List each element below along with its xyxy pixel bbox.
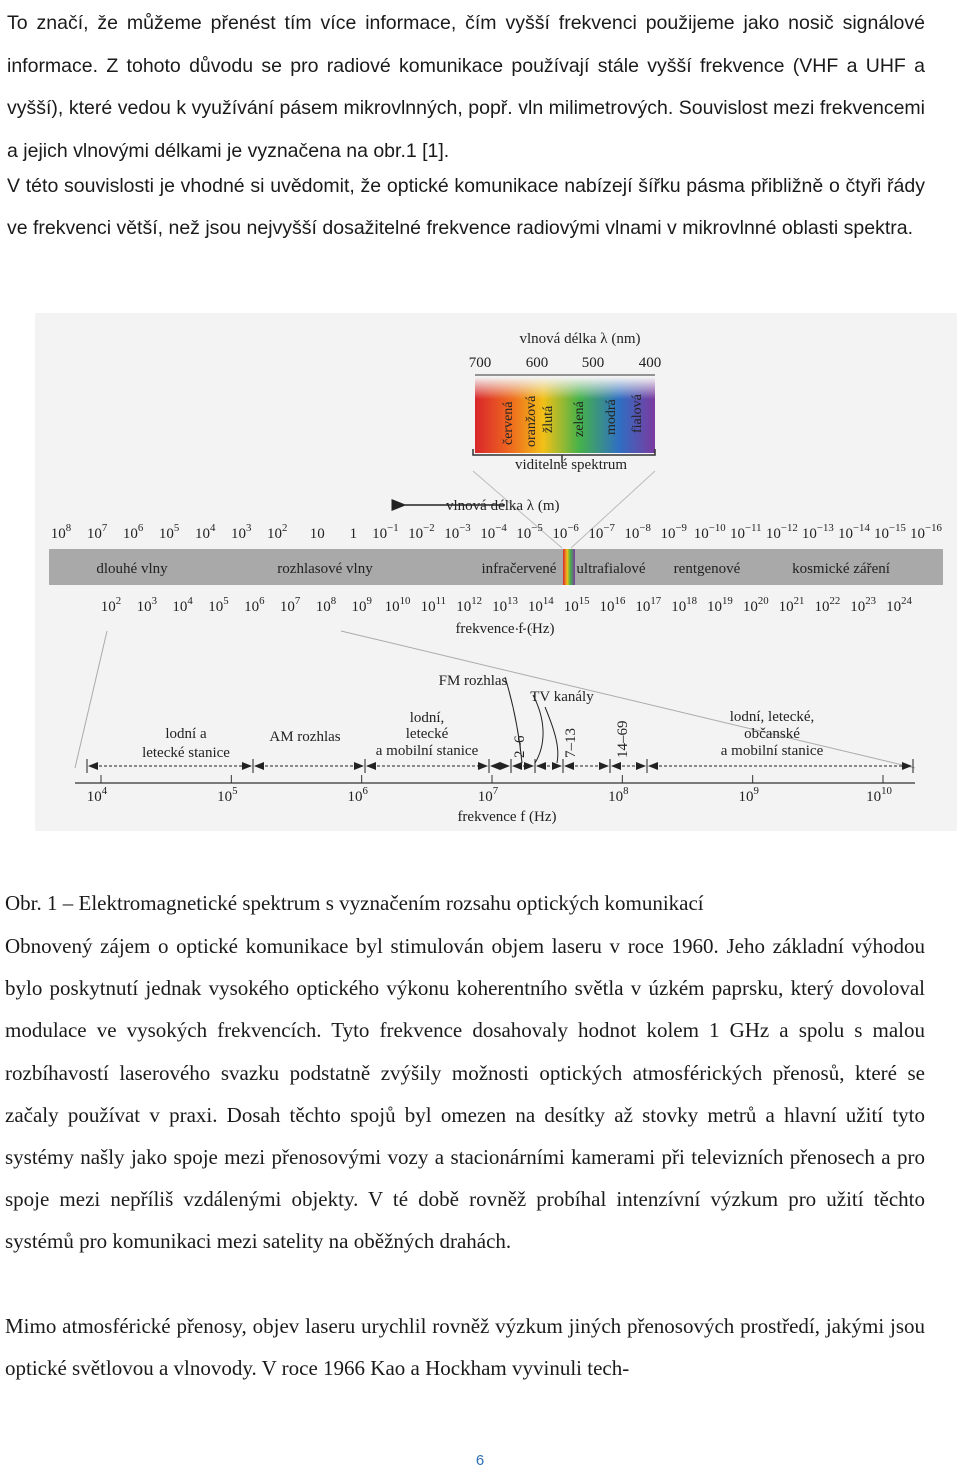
frequency-tick-label: $10^{16}$	[599, 595, 626, 615]
spectrum-diagram	[35, 313, 957, 831]
wavelength-tick-label: $10^8$	[50, 522, 72, 542]
color-label-violet: fialová	[630, 394, 645, 433]
radio-range-arrows	[87, 759, 913, 773]
radio-axis-title: frekvence f (Hz)	[457, 809, 557, 825]
spectrum-figure	[35, 313, 957, 831]
visible-title: vlnová délka λ (nm)	[519, 331, 641, 347]
frequency-tick-label: $10^{24}$	[886, 595, 912, 615]
frequency-tick-label: $10^{19}$	[707, 595, 733, 615]
color-label-green: zelená	[572, 401, 587, 437]
frequency-tick-label: $10^{21}$	[778, 595, 805, 615]
band-infrared: infračervené	[481, 561, 557, 577]
frequency-tick-label: $10^{23}$	[850, 595, 877, 615]
wavelength-tick-label: $10^6$	[122, 522, 144, 542]
wavelength-tick-label: $10^{-16}$	[910, 522, 942, 542]
wavelength-tick-label: $10^{-4}$	[480, 522, 507, 542]
wavelength-tick-label: $10^{-8}$	[624, 522, 651, 542]
radio-frequency-tick-label: $10^6$	[347, 785, 368, 805]
frequency-tick-label: $10^9$	[351, 595, 372, 615]
wavelength-tick-label: $10^4$	[194, 522, 216, 542]
service-right-3: a mobilní stanice	[720, 743, 824, 759]
wavelength-ticks	[51, 522, 943, 542]
frequency-tick-label: $10^6$	[244, 595, 265, 615]
waveguide-paragraph: Mimo atmosférické přenosy, objev laseru urychlil rovněž výzkum jiných přenosových prostředí, jakými jsou optické světlovou a vlnovody. V roce 1966 Kao a Hockham vyvinuli tech-	[5, 1314, 925, 1381]
wavelength-tick-label: $10^{-3}$	[444, 522, 471, 542]
radio-frequency-tick-label: $10^9$	[738, 785, 759, 805]
tv-channels-14-69: 14–69	[615, 720, 631, 758]
frequency-tick-label: $10^{13}$	[492, 595, 518, 615]
wavelength-tick-label: $10^{-7}$	[588, 522, 615, 542]
frequency-tick-label: $10^{15}$	[563, 595, 590, 615]
band-long-waves: dlouhé vlny	[96, 561, 168, 577]
wavelength-tick-label: $10^{-1}$	[372, 522, 399, 542]
band-ultraviolet: ultrafialové	[576, 561, 646, 577]
radio-frequency-tick-label: $10^8$	[608, 785, 629, 805]
wavelength-tick-label: $10^{-12}$	[765, 522, 798, 542]
color-label-yellow: žlutá	[541, 405, 556, 433]
am-label: AM rozhlas	[269, 729, 341, 745]
wavelength-tick-label: 10	[309, 526, 325, 542]
service-ship-air-2: letecké stanice	[142, 745, 230, 761]
tv-channels-7-13: 7–13	[563, 728, 579, 758]
frequency-tick-label: $10^7$	[279, 595, 301, 615]
frequency-tick-label: $10^{10}$	[384, 595, 411, 615]
color-label-orange: oranžová	[524, 395, 539, 447]
service-right-1: lodní, letecké,	[729, 709, 815, 725]
service-labels	[142, 709, 824, 761]
wavelength-tick-label: $10^{-14}$	[837, 522, 870, 542]
radio-frequency-tick-label: $10^4$	[86, 785, 108, 805]
service-right-2: občanské	[744, 726, 800, 742]
fm-label: FM rozhlas	[438, 673, 508, 689]
wavelength-tick-label: $10^{-9}$	[660, 522, 687, 542]
band-cosmic: kosmické záření	[792, 561, 890, 577]
color-label-red: červená	[501, 401, 516, 445]
frequency-ticks	[101, 595, 913, 615]
wavelength-axis-title: vlnová délka λ (m)	[446, 498, 560, 514]
frequency-axis-title: frekvence f (Hz)	[455, 621, 555, 637]
figure-caption: Obr. 1 – Elektromagnetické spektrum s vyznačením rozsahu optických komunikací	[5, 891, 704, 915]
service-mid-3: a mobilní stanice	[375, 743, 479, 759]
band-xray: rentgenové	[673, 561, 741, 577]
radio-frequency-tick-label: $10^{10}$	[866, 785, 892, 805]
radio-frequency-tick-label: $10^7$	[477, 785, 499, 805]
visible-ticks	[469, 355, 662, 371]
frequency-tick-label: $10^{17}$	[635, 595, 662, 615]
laser-paragraph: Obnovený zájem o optické komunikace byl stimulován objem laseru v roce 1960. Jeho základní výhodou bylo poskytnutí jednak vysokého optického výkonu koherentního světla v úzkém paprsku, který dovoloval modulace ve vysokých frekvencích. Tyto frekvence dosahovaly hodnot kolem 1 GHz a spolu s malou rozbíhavostí laserového svazku podstatně zvýšily možnosti optických atmosférických přenosů, které se začaly používat v praxi. Dosah těchto spojů byl omezen na desítky až stovky metrů a hlavní užití tyto systémy našly jako spoje mezi přenosovými vozy a stacionárními kamerami při televizních přenosech a pro spoje mezi nepříliš vzdálenými objekty. V té době rovněž probíhal intenzívní výzkum pro užití těchto systémů pro komunikaci mezi satelity na oběžných drahách.	[5, 934, 925, 1254]
wavelength-tick-label: $10^{-6}$	[552, 522, 579, 542]
intro-paragraph: To značí, že můžeme přenést tím více informace, čím vyšší frekvenci použijeme jako nosič signálové informace. Z tohoto důvodu se pro radiové komunikace používají stále vyšší frekvence (VHF a UHF a vyšší), které vedou k využívání pásem mikrovlnných, popř. vln milimetrových. Souvislost mezi frekvencemi a jejich vlnovými délkami je vyznačena na obr.1 [1].	[7, 12, 925, 162]
frequency-tick-label: $10^2$	[100, 595, 122, 615]
tv-label: TV kanály	[530, 689, 594, 705]
wavelength-tick-label: $10^{-2}$	[408, 522, 435, 542]
wavelength-tick-label: $10^{-11}$	[730, 522, 762, 542]
frequency-tick-label: $10^5$	[208, 595, 229, 615]
tv-channels-2-6: 2–6	[512, 735, 528, 758]
visible-tick-500: 500	[581, 355, 605, 371]
radio-frequency-ticks	[87, 775, 892, 805]
frequency-tick-label: $10^{20}$	[742, 595, 769, 615]
service-mid-1: lodní,	[409, 710, 445, 726]
bandwidth-paragraph: V této souvislosti je vhodné si uvědomit, že optické komunikace nabízejí šířku pásma přibližně o čtyři řády ve frekvenci větší, než jsou nejvyšší dosažitelné frekvence radiovými vlnami v mikrovlnné oblasti spektra.	[7, 175, 925, 240]
frequency-tick-label: $10^8$	[315, 595, 337, 615]
visible-strip	[563, 549, 575, 585]
visible-tick-700: 700	[468, 355, 492, 371]
wavelength-tick-label: $10^7$	[86, 522, 108, 542]
visible-tick-400: 400	[638, 355, 662, 371]
band-radio-waves: rozhlasové vlny	[277, 561, 373, 577]
wavelength-tick-label: $10^2$	[267, 522, 288, 542]
frequency-tick-label: $10^3$	[136, 595, 158, 615]
frequency-tick-label: $10^{11}$	[420, 595, 447, 615]
radio-frequency-tick-label: $10^5$	[217, 785, 238, 805]
frequency-tick-label: $10^4$	[172, 595, 193, 615]
wavelength-tick-label: $10^3$	[231, 522, 252, 542]
frequency-tick-label: $10^{14}$	[527, 595, 554, 615]
page-number: 6	[475, 1452, 485, 1469]
frequency-tick-label: $10^{22}$	[814, 595, 841, 615]
wavelength-tick-label: $10^{-13}$	[801, 522, 834, 542]
visible-spectrum-label: viditelné spektrum	[514, 457, 628, 473]
service-ship-air-1: lodní a	[165, 726, 207, 742]
color-label-blue: modrá	[604, 399, 619, 435]
wavelength-tick-label: $10^{-10}$	[693, 522, 726, 542]
wavelength-tick-label: 1	[349, 526, 358, 542]
frequency-tick-label: $10^{18}$	[671, 595, 697, 615]
service-mid-2: letecké	[405, 726, 449, 742]
wavelength-tick-label: $10^{-15}$	[874, 522, 906, 542]
visible-tick-600: 600	[525, 355, 549, 371]
wavelength-tick-label: $10^{-5}$	[516, 522, 543, 542]
wavelength-tick-label: $10^5$	[158, 522, 180, 542]
frequency-tick-label: $10^{12}$	[456, 595, 483, 615]
